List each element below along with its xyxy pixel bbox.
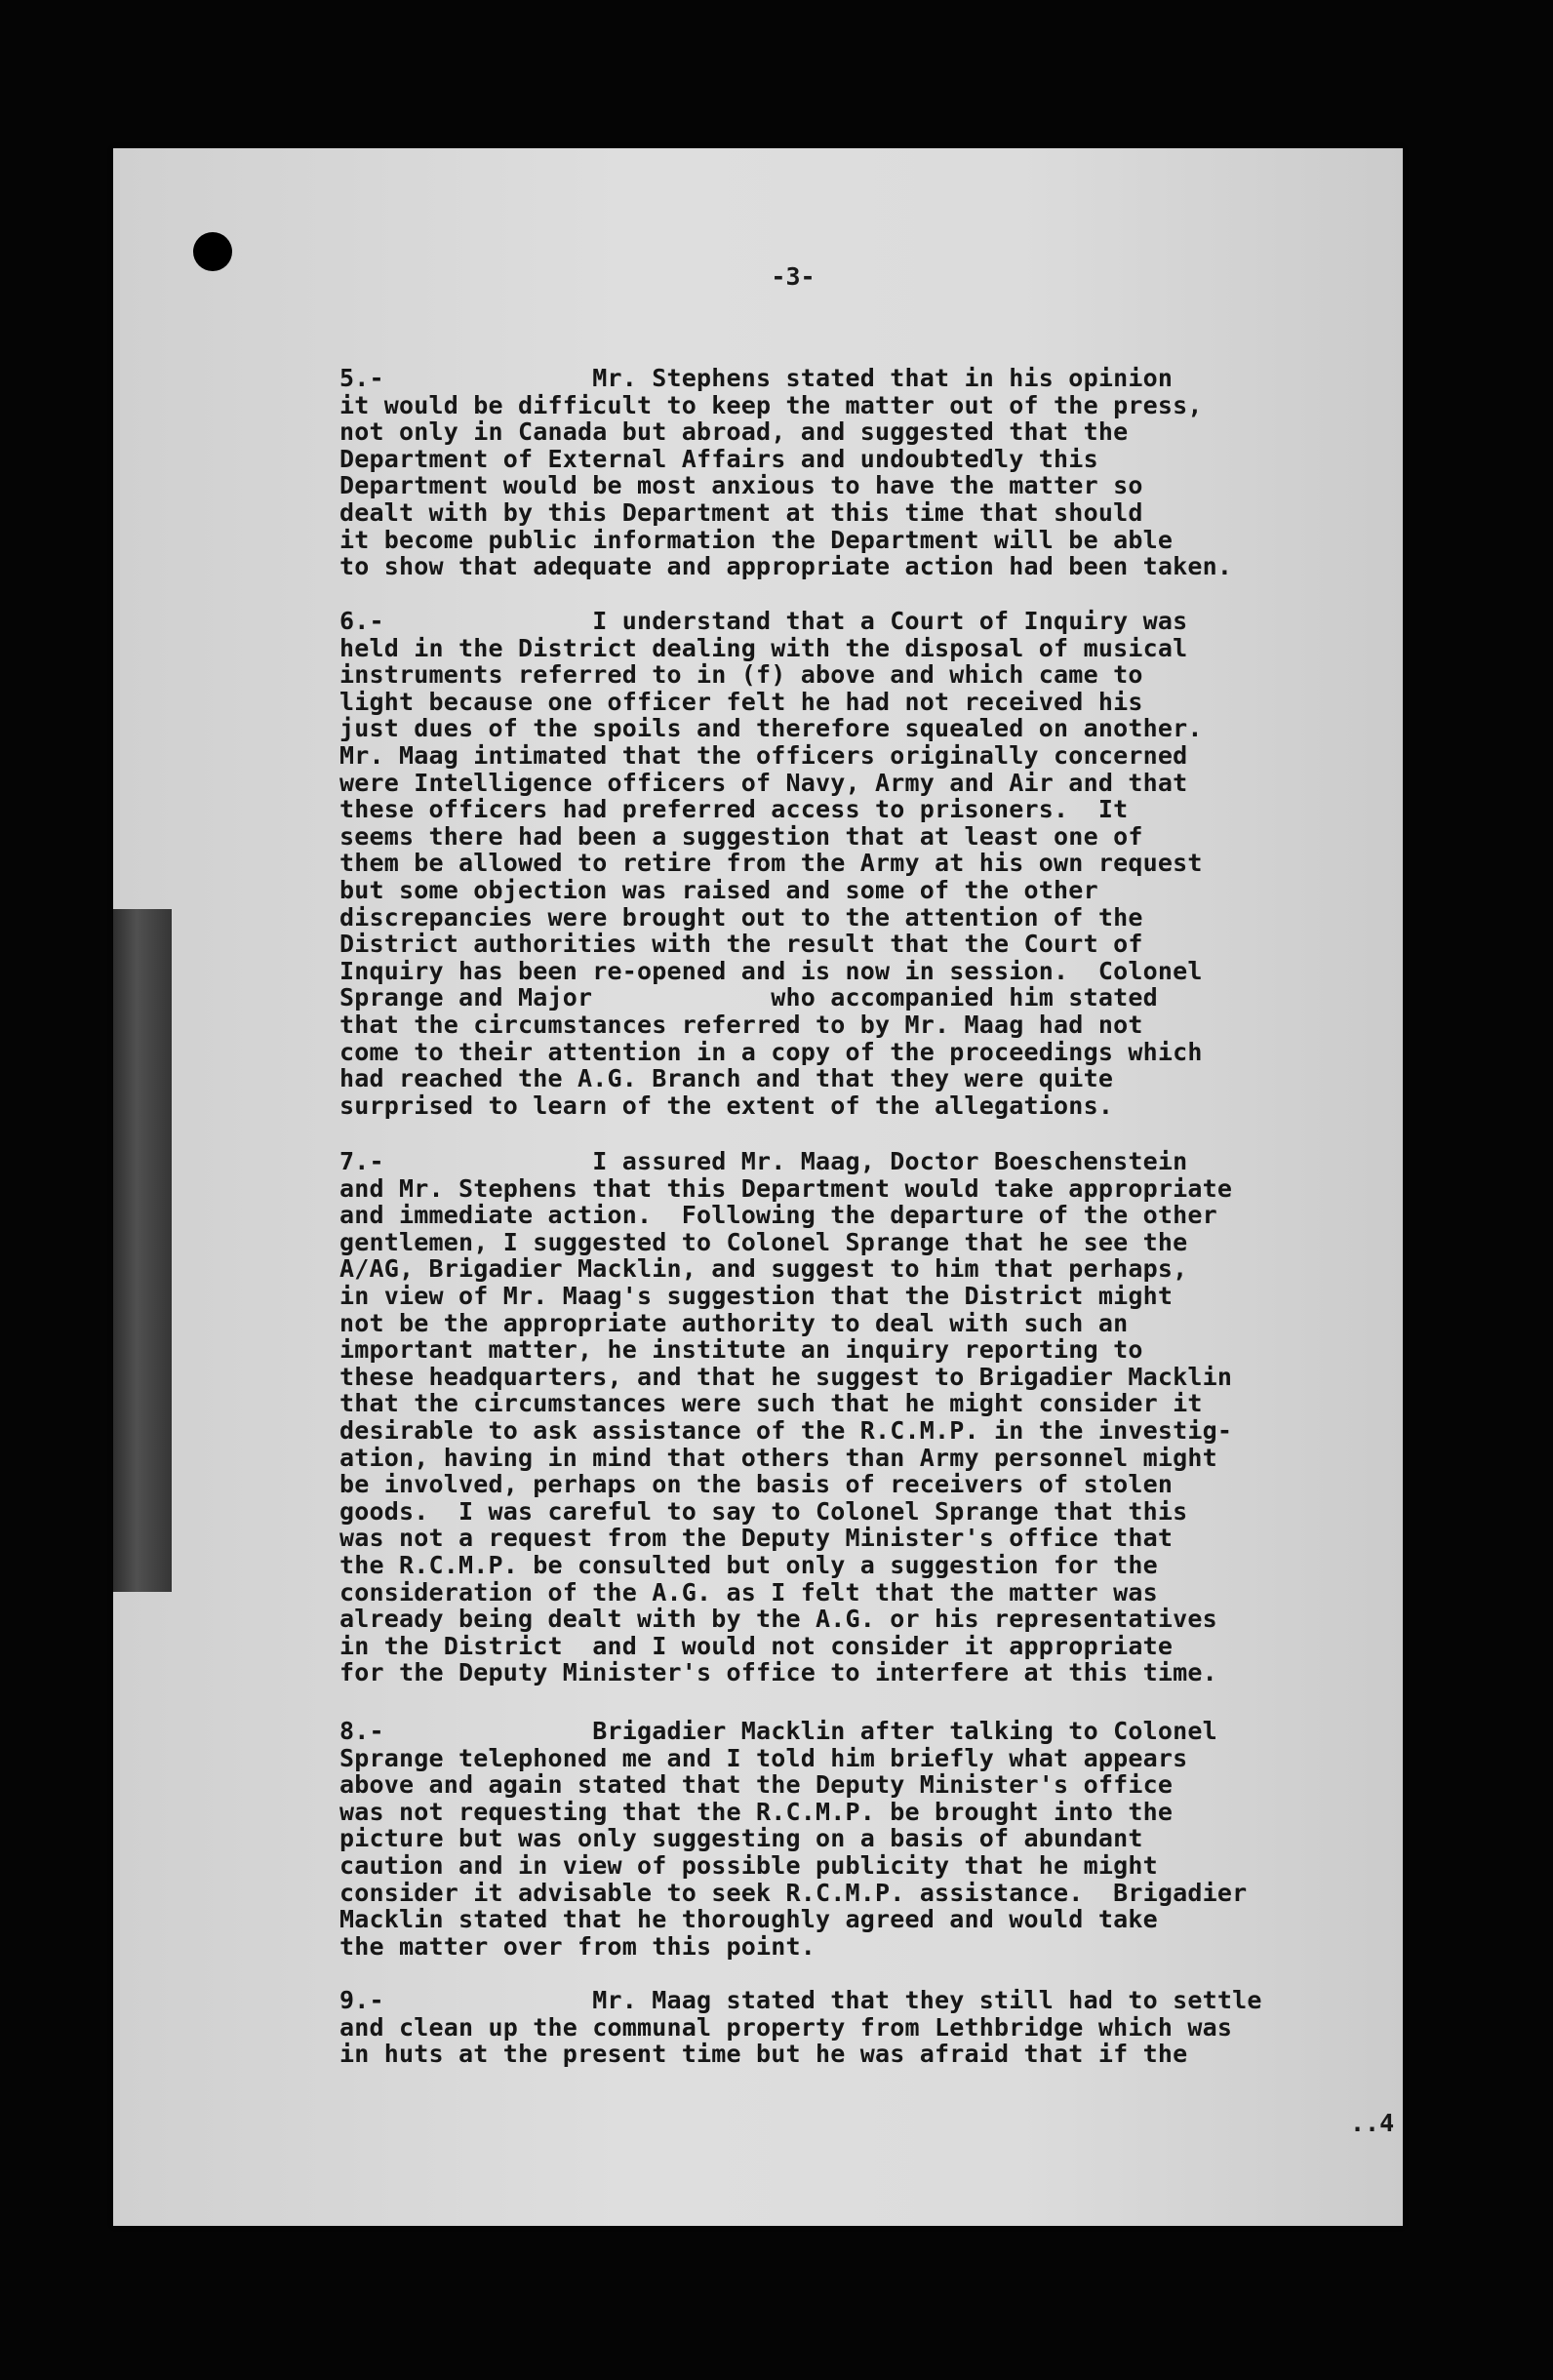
paragraph-6: 6.- I understand that a Court of Inquiry was held in the District dealing with the disposal of musical instruments referred to in (f) above and which came to light because one officer felt he had not received his just dues of the spoils and therefore squealed on another. Mr. Maag intimated that the officers originally concerned were Intelligence officers of Navy, Army and Air and that these officers had preferred access to prisoners. It seems there had been a suggestion that at least one of them be allowed to retire from the Army at his own request but some objection was raised and some of the other discrepancies were brought out to the attention of the District authorities with the result that the Court of Inquiry has been re-opened and is now in session. Colonel Sprange and Major who accompanied him stated that the circumstances referred to by Mr. Maag had not come to their attention in a copy of the proceedings which had reached the A.G. Branch and that they were quite surprised to learn of the extent of the allegations. (339, 607, 1203, 1120)
page-number: -3- (771, 262, 816, 291)
paragraph-9: 9.- Mr. Maag stated that they still had to settle and clean up the communal property from Lethbridge which was in huts at the present time but he was afraid that if the (339, 1986, 1262, 2069)
paragraph-8: 8.- Brigadier Macklin after talking to Colonel Sprange telephoned me and I told him briefly what appears above and again stated that the Deputy Minister's office was not requesting that the R.C.M.P. be brought into the picture but was only suggesting on a basis of abundant caution and in view of possible publicity that he might consider it advisable to seek R.C.M.P. assistance. Brigadier Macklin stated that he thoroughly agreed and would take the matter over from this point. (339, 1717, 1248, 1961)
punch-hole-icon (193, 232, 232, 271)
scan-edge-shadow (113, 909, 172, 1592)
continuation-marker: ..4 (1350, 2109, 1395, 2137)
paragraph-7: 7.- I assured Mr. Maag, Doctor Boeschenstein and Mr. Stephens that this Department would take appropriate and immediate action. Following the departure of the other gentlemen, I suggested to Colonel Sprange that he see the A/AG, Brigadier Macklin, and suggest to him that perhaps, in view of Mr. Maag's suggestion that the District might not be the appropriate authority to deal with such an important matter, he institute an inquiry reporting to these headquarters, and that he suggest to Brigadier Macklin that the circumstances were such that he might consider it desirable to ask assistance of the R.C.M.P. in the investig- ation, having in mind that others than Army personnel might be involved, perhaps on the basis of receivers of stolen goods. I was careful to say to Colonel Sprange that this was not a request from the Deputy Minister's office that the R.C.M.P. be consulted but only a suggestion for the consideration of the A.G. as I felt that the matter was already being dealt with by the A.G. or his representatives in the District and I would not consider it appropriate for the Deputy Minister's office to interfere at this time. (339, 1147, 1233, 1687)
document-page (113, 148, 1403, 2226)
paragraph-5: 5.- Mr. Stephens stated that in his opinion it would be difficult to keep the matter out of the press, not only in Canada but abroad, and suggested that the Department of External Affairs and undoubtedly this Department would be most anxious to have the matter so dealt with by this Department at this time that should it become public information the Department will be able to show that adequate and appropriate action had been taken. (339, 364, 1233, 581)
